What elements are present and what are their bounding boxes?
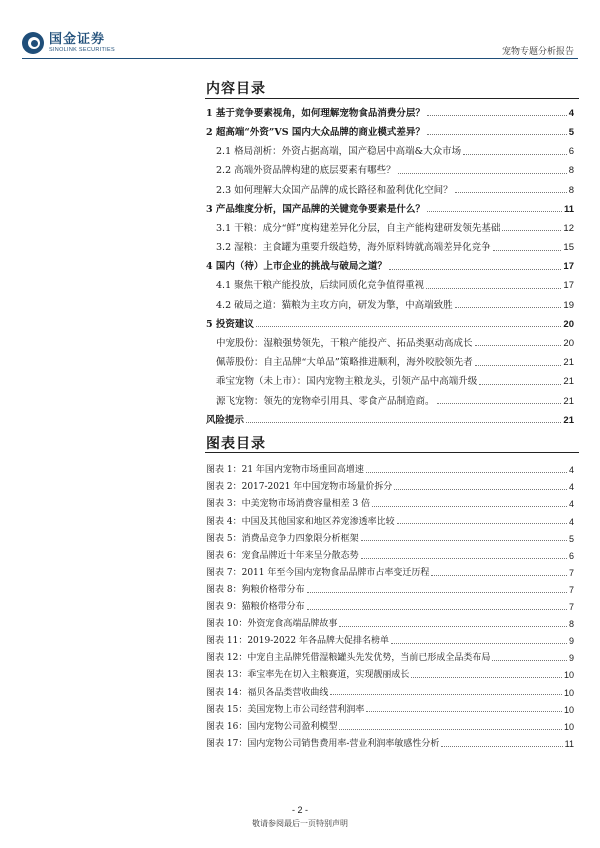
dot-leader [455,192,567,193]
figure-entry[interactable] [206,596,574,613]
dot-leader [361,540,567,541]
toc-entry-text: 佩蒂股份：自主品牌“大单品”策略推进顺利，海外咬胶领先者 [216,357,473,369]
dot-leader [427,211,562,212]
dot-leader [479,384,561,385]
figure-entry-page: 10 [563,704,574,715]
figure-entry-text: 图表 9：猫粮价格带分布 [206,602,305,613]
dot-leader [339,626,567,627]
dot-leader [394,489,567,490]
figure-entry-text: 图表 13：乖宝率先在切入主粮赛道，实现靓丽成长 [206,670,410,681]
toc-entry[interactable] [206,311,574,330]
dot-leader [427,115,567,116]
toc-entry[interactable] [206,215,574,234]
dot-leader [372,506,567,507]
figure-entry-page: 9 [568,653,574,664]
figure-entry-page: 10 [563,721,574,732]
toc-entry-page: 12 [563,222,574,234]
toc-entry[interactable] [206,388,574,407]
figure-entry-text: 图表 15：美国宠物上市公司经营利润率 [206,704,365,715]
toc-entry-page: 20 [563,338,574,350]
dot-leader [361,558,567,559]
figure-entry-page: 7 [568,602,574,613]
figures-title: 图表目录 [206,436,266,452]
figure-entry[interactable] [206,527,574,544]
figure-entry-text: 图表 16：国内宠物公司盈利模型 [206,721,338,732]
dot-leader [475,365,562,366]
figure-entry[interactable] [206,715,574,732]
toc-entry-text: 乖宝宠物（未上市）：国内宠物主粮龙头，引领产品中高端升级 [216,376,478,388]
report-type: 宠物专题分析报告 [501,47,574,57]
toc-entry[interactable] [206,254,574,273]
figure-entry-text: 图表 12：中宠自主品牌凭借湿粮罐头先发优势，当前已形成全品类布局 [206,653,491,664]
dot-leader [455,307,562,308]
toc-entry-page: 6 [568,146,574,158]
toc-entry-page: 11 [563,203,574,215]
figure-entry-page: 7 [568,567,574,578]
figure-entry-page: 4 [568,516,574,527]
figure-entry-text: 图表 5：消费品竞争力四象限分析框架 [206,533,359,544]
figure-entry[interactable] [206,664,574,681]
figures-title-divider [205,452,579,453]
dot-leader [475,345,562,346]
toc-title-divider [205,98,579,99]
company-logo [22,32,115,54]
dot-leader [411,677,562,678]
logo-chinese-name: 国金证券 [49,31,106,47]
figure-entry-text: 图表 2：2017-2021 年中国宠物市场量价拆分 [206,482,393,493]
toc-entry[interactable] [206,138,574,157]
dot-leader [330,694,562,695]
dot-leader [398,173,567,174]
dot-leader [397,523,567,524]
toc-entry-text: 2.1 格局剖析：外资占据高端，国产稳居中高端&大众市场 [216,146,462,158]
toc-entry-text: 3 产品维度分析，国产品牌的关键竞争要素是什么？ [206,203,425,215]
toc-entry-text: 2.3 如何理解大众国产品牌的成长路径和盈利优化空间？ [216,184,453,196]
dot-leader [389,269,562,270]
footer-disclaimer: 敬请参阅最后一页特别声明 [252,819,348,828]
toc-entry[interactable] [206,330,574,349]
toc-title: 内容目录 [206,81,266,97]
figure-entry-page: 7 [568,584,574,595]
dot-leader [366,711,562,712]
figure-entry-page: 4 [568,499,574,510]
toc-entry[interactable] [206,234,574,253]
page-number: - 2 - [291,805,308,815]
toc-entry[interactable] [206,100,574,119]
figures-list [206,459,574,750]
toc-entry-page: 17 [563,261,574,273]
figure-entry-text: 图表 14：福贝各品类营收曲线 [206,687,329,698]
figure-entry[interactable] [206,733,574,750]
toc-entry-text: 4 国内（待）上市企业的挑战与破局之道？ [206,261,387,273]
dot-leader [246,422,561,423]
figure-entry-page: 4 [568,482,574,493]
figure-entry-text: 图表 11：2019-2022 年各品牌大促排名榜单 [206,636,390,647]
toc-entry-text: 4.1 聚焦干粮产能投放，后续同质化竞争值得重视 [216,280,425,292]
figure-entry[interactable] [206,647,574,664]
dot-leader [426,288,561,289]
toc-entry-text: 2 超高端“外资”VS 国内大众品牌的商业模式差异？ [206,126,425,138]
toc-entry-page: 8 [568,165,574,177]
figure-entry-text: 图表 10：外资宠食高端品牌故事 [206,619,338,630]
toc-list [206,100,574,426]
toc-entry[interactable] [206,369,574,388]
figure-entry-page: 4 [568,465,574,476]
toc-entry-text: 2.2 高端外资品牌构建的底层要素有哪些？ [216,165,396,177]
figure-entry[interactable] [206,476,574,493]
figure-entry[interactable] [206,544,574,561]
toc-entry-page: 17 [563,280,574,292]
figure-entry-text: 图表 6：宠食品牌近十年来呈分散态势 [206,550,359,561]
toc-entry-page: 19 [563,299,574,311]
toc-entry-text: 4.2 破局之道：猫粮为主攻方向，研发为擎，中高端致胜 [216,299,453,311]
toc-entry[interactable] [206,196,574,215]
figure-entry-text: 图表 17：国内宠物公司销售费用率-营业利润率敏感性分析 [206,738,440,749]
dot-leader [441,746,562,747]
toc-entry-text: 5 投资建议 [206,318,254,330]
dot-leader [366,472,567,473]
figure-entry-text: 图表 3：中美宠物市场消费容量相差 3 倍 [206,499,371,510]
toc-entry-page: 20 [563,318,574,330]
toc-entry-page: 8 [568,184,574,196]
dot-leader [492,660,567,661]
dot-leader [437,403,562,404]
figure-entry[interactable] [206,698,574,715]
figure-entry[interactable] [206,562,574,579]
figure-entry[interactable] [206,681,574,698]
toc-entry-text: 中宠股份：湿粮强势领先，干粮产能投产、拓品类驱动高成长 [216,338,473,350]
toc-entry[interactable] [206,177,574,196]
figure-entry-text: 图表 1：21 年国内宠物市场重回高增速 [206,465,364,476]
figure-entry-page: 9 [568,636,574,647]
logo-english-name: SINOLINK SECURITIES [49,46,115,53]
dot-leader [431,575,567,576]
toc-entry[interactable] [206,119,574,138]
figure-entry[interactable] [206,613,574,630]
toc-entry-page: 5 [568,126,574,138]
toc-entry-text: 风险提示 [206,414,245,426]
figure-entry[interactable] [206,459,574,476]
dot-leader [493,250,562,251]
logo-mark-icon [22,32,44,54]
figure-entry[interactable] [206,630,574,647]
figure-entry-text: 图表 7：2011 年至今国内宠物食品品牌市占率变迁历程 [206,567,430,578]
toc-entry[interactable] [206,407,574,426]
dot-leader [391,643,567,644]
toc-entry-text: 1 基于竞争要素视角，如何理解宠物食品消费分层？ [206,107,425,119]
figure-entry-page: 10 [563,687,574,698]
dot-leader [256,326,562,327]
dot-leader [339,729,562,730]
toc-entry-page: 21 [563,376,574,388]
figure-entry-page: 10 [563,670,574,681]
figure-entry[interactable] [206,510,574,527]
toc-entry-page: 4 [568,107,574,119]
toc-entry-text: 3.2 湿粮：主食罐为重要升级趋势，海外原料铸就高端差异化竞争 [216,242,491,254]
figure-entry-page: 6 [568,550,574,561]
toc-entry-page: 21 [563,414,574,426]
dot-leader [307,592,567,593]
toc-entry[interactable] [206,273,574,292]
figure-entry-page: 11 [564,738,574,749]
toc-entry[interactable] [206,158,574,177]
figure-entry[interactable] [206,493,574,510]
header-divider [22,58,578,59]
toc-entry[interactable] [206,292,574,311]
toc-entry-text: 源飞宠物：领先的宠物牵引用具、零食产品制造商。 [216,395,435,407]
figure-entry-page: 5 [568,533,574,544]
toc-entry[interactable] [206,349,574,368]
toc-entry-text: 3.1 干粮：成分“鲜”度构建差异化分层，自主产能构建研发领先基础 [216,222,501,234]
dot-leader [463,154,567,155]
figure-entry-page: 8 [568,619,574,630]
figure-entry-text: 图表 4：中国及其他国家和地区养宠渗透率比较 [206,516,395,527]
page-header [0,0,600,62]
dot-leader [502,230,561,231]
figure-entry-text: 图表 8：狗粮价格带分布 [206,584,305,595]
toc-entry-page: 21 [563,395,574,407]
figure-entry[interactable] [206,579,574,596]
toc-entry-page: 21 [563,357,574,369]
dot-leader [427,134,567,135]
dot-leader [307,609,567,610]
toc-entry-page: 15 [563,242,574,254]
